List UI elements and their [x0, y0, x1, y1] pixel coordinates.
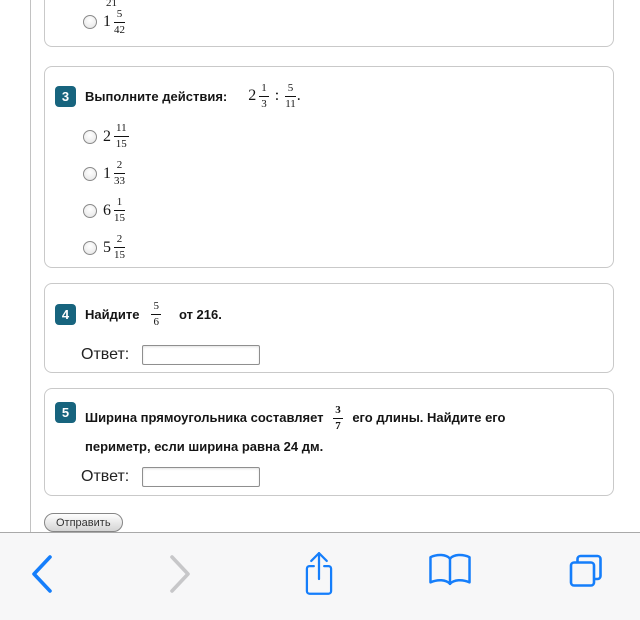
radio-button[interactable]: [83, 130, 97, 144]
radio-button[interactable]: [83, 15, 97, 29]
option-row: [83, 118, 613, 155]
question-title-row: [55, 297, 613, 331]
question-card-3: [44, 66, 614, 268]
share-icon[interactable]: [300, 548, 338, 598]
math-expression: [248, 82, 301, 110]
fraction-denominator: 3: [261, 97, 267, 110]
question-number-badge: 4: [55, 304, 76, 325]
quiz-content: [44, 0, 614, 532]
question-title-row: [55, 402, 603, 460]
question-number-badge: 5: [55, 402, 76, 423]
fraction-denominator: 15: [114, 212, 125, 224]
safari-toolbar: [0, 532, 640, 620]
option-row: [83, 8, 126, 36]
question-text-after: его длины. Найдите его периметр, если ширина равна 24 дм.: [85, 410, 506, 454]
tabs-icon[interactable]: [566, 551, 606, 591]
fraction: [114, 233, 125, 261]
mixed-number: [248, 82, 270, 110]
option-whole: 2: [103, 127, 111, 145]
back-icon[interactable]: [28, 554, 54, 594]
fraction-numerator: 5: [285, 82, 296, 97]
fraction-denominator: 7: [335, 420, 341, 433]
question-text: [85, 404, 565, 460]
question-title: Выполните действия:: [85, 88, 228, 104]
question-title-row: [55, 80, 613, 112]
radio-button[interactable]: [83, 241, 97, 255]
answer-row: [81, 345, 613, 365]
fraction-numerator: 11: [114, 122, 129, 137]
option-whole: 1: [103, 13, 111, 31]
answer-label: Ответ:: [81, 346, 130, 363]
answer-options: [83, 118, 613, 266]
fraction: [114, 8, 125, 36]
question-card-4: [44, 283, 614, 373]
option-value: [103, 196, 126, 224]
option-whole: 5: [103, 238, 111, 256]
option-value: [103, 233, 126, 261]
fraction: [333, 404, 343, 432]
fraction: [151, 300, 161, 328]
fraction-denominator: 11: [285, 97, 296, 110]
radio-button[interactable]: [83, 204, 97, 218]
fraction-denominator: 15: [115, 138, 127, 150]
option-row: [83, 229, 613, 266]
option-whole: 1: [103, 164, 111, 182]
bookmarks-icon[interactable]: [427, 551, 473, 591]
option-whole: 6: [103, 201, 111, 219]
expression-whole: 2: [248, 87, 257, 104]
fraction: [114, 122, 129, 150]
question-text: Найдите: [85, 306, 140, 322]
submit-button[interactable]: Отправить: [44, 513, 123, 532]
fraction-denominator: 42: [114, 23, 125, 36]
answer-input-q4[interactable]: [142, 345, 260, 365]
fraction-numerator: 2: [114, 233, 125, 248]
fraction-denominator: 6: [153, 315, 159, 328]
fraction-numerator: 5: [114, 8, 125, 23]
forward-icon[interactable]: [168, 554, 194, 594]
question-text-before: Ширина прямоугольника составляет: [85, 410, 324, 425]
answer-input-q5[interactable]: [142, 467, 260, 487]
fraction: [114, 196, 125, 224]
fraction-numerator: 3: [333, 404, 343, 419]
option-value: [103, 159, 126, 187]
option-row: [83, 155, 613, 192]
page-left-border: [30, 0, 31, 532]
radio-button[interactable]: [83, 167, 97, 181]
fraction-denominator: 15: [114, 249, 125, 261]
fraction-numerator: 5: [151, 300, 161, 315]
fraction: [285, 82, 296, 110]
option-row: [83, 192, 613, 229]
question-card-partial: [44, 0, 614, 47]
option-value: [103, 8, 126, 36]
fraction: [114, 159, 125, 187]
answer-row: [81, 467, 603, 487]
division-operator: :: [274, 87, 280, 104]
fraction-numerator: 2: [114, 159, 125, 174]
option-value: [103, 122, 130, 150]
expression-period: .: [296, 87, 301, 104]
question-number-badge: 3: [55, 86, 76, 107]
cut-off-denominator: 21: [106, 0, 117, 9]
question-card-5: [44, 388, 614, 496]
question-text: от 216.: [178, 306, 222, 322]
answer-label: Ответ:: [81, 467, 130, 485]
fraction-denominator: 33: [114, 175, 125, 187]
fraction-numerator: 1: [259, 82, 269, 97]
fraction: [259, 82, 269, 110]
fraction-numerator: 1: [114, 196, 125, 211]
